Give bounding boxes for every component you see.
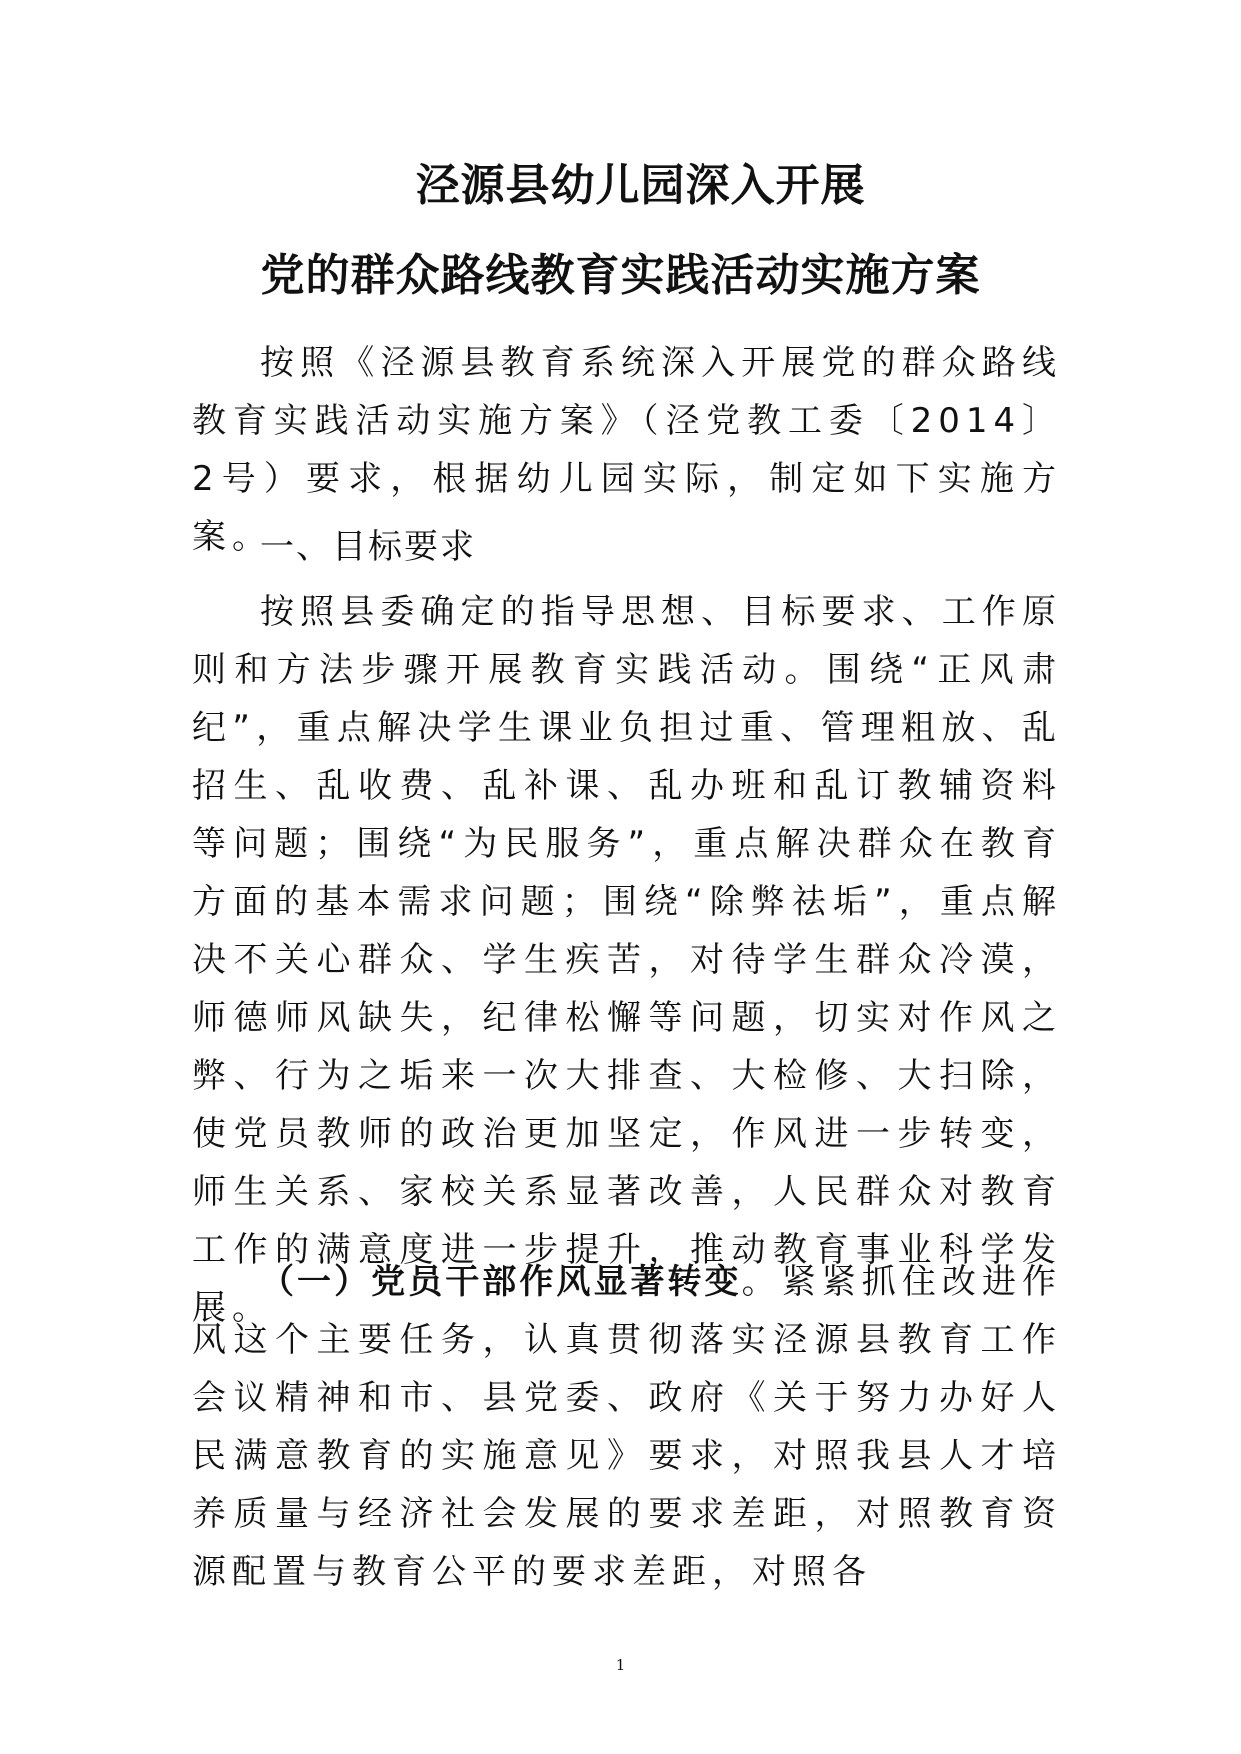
section-1-paragraph: [192, 583, 1062, 1337]
intro-paragraph-text: 按照《泾源县教育系统深入开展党的群众路线教育实践活动实施方案》（泾党教工委〔2014〕2号）要求，根据幼儿园实际，制定如下实施方案。: [192, 343, 1062, 557]
subsection-1-heading: （一）党员干部作风显著转变: [260, 1262, 742, 1302]
document-title-line-1: 泾源县幼儿园深入开展: [415, 160, 866, 211]
page-number: 1: [615, 1656, 626, 1674]
subsection-1-text: 。紧紧抓住改进作风这个主要任务，认真贯彻落实泾源县教育工作会议精神和市、县党委、政府《关于努力办好人民满意教育的实施意见》要求，对照我县人才培养质量与经济社会发展的要求差距，对照教育资源配置与教育公平的要求差距，对照各: [192, 1262, 1063, 1592]
section-1-paragraph-text: 按照县委确定的指导思想、目标要求、工作原则和方法步骤开展教育实践活动。围绕“正风肃纪”，重点解决学生课业负担过重、管理粗放、乱招生、乱收费、乱补课、乱办班和乱订教辅资料等问题；围绕“为民服务”，重点解决群众在教育方面的基本需求问题；围绕“除弊祛垢”，重点解决不关心群众、学生疾苦，对待学生群众冷漠，师德师风缺失，纪律松懈等问题，切实对作风之弊、行为之垢来一次大排查、大检修、大扫除，使党员教师的政治更加坚定，作风进一步转变，师生关系、家校关系显著改善，人民群众对教育工作的满意度进一步提升，推动教育事业科学发展。: [192, 592, 1062, 1328]
document-title-line-2: 党的群众路线教育实践活动实施方案: [260, 250, 981, 301]
section-1-heading: 一、目标要求: [260, 527, 476, 567]
subsection-1-paragraph: [192, 1253, 1062, 1601]
subsection-1-paragraph-text: [192, 1253, 1062, 1601]
